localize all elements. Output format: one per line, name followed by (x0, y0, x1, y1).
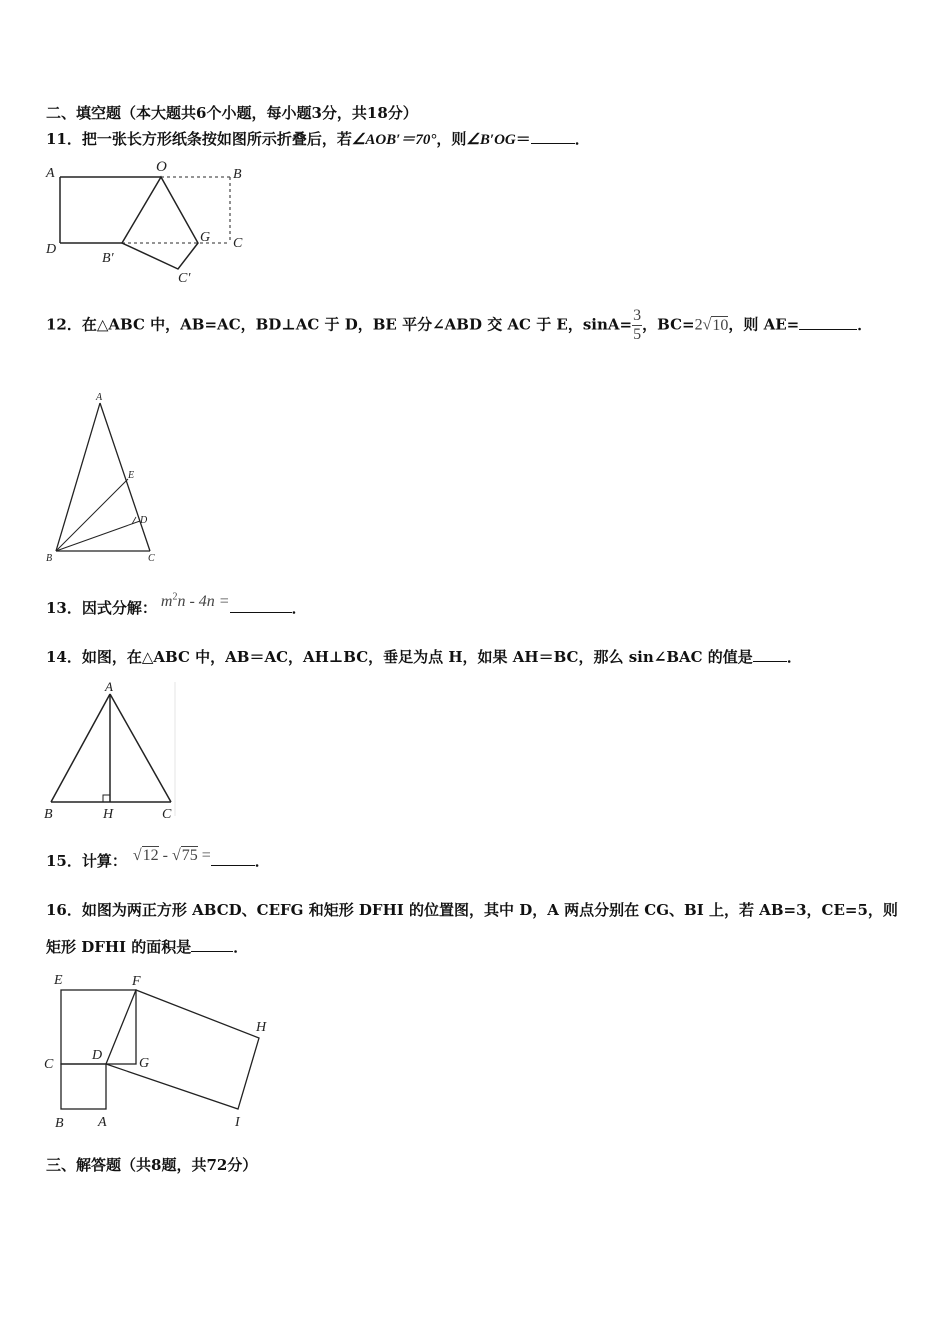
question-14 (46, 646, 802, 667)
label-B: B (44, 807, 53, 822)
question-16-line2 (46, 936, 248, 957)
answer-blank[interactable] (799, 315, 857, 330)
q11-ask: ∠B′OG (466, 132, 516, 148)
label-D: D (140, 515, 148, 526)
q16-end: ． (233, 938, 249, 956)
answer-blank[interactable] (191, 937, 233, 952)
label-B-prime: B′ (102, 251, 114, 266)
label-C-prime: C′ (178, 271, 191, 286)
answer-blank[interactable] (230, 598, 292, 613)
q11-suffix: ＝ (515, 130, 531, 148)
question-16-line1: 16．如图为两正方形 ABCD、CEFG 和矩形 DFHI 的位置图，其中 D，A 两点分别在 CG、BI 上，若 AB=3，CE=5，则 (46, 901, 898, 919)
q13-prefix: 13．因式分解： (46, 599, 157, 617)
q15-end: ． (254, 852, 270, 870)
q11-mid: ，则 (436, 130, 467, 148)
question-11 (46, 128, 590, 149)
q13-end: ． (291, 599, 307, 617)
q14-figure (40, 676, 185, 826)
q16-figure (40, 968, 280, 1133)
q11-end: ． (574, 130, 590, 148)
q12-suffix: ，则 AE= (728, 315, 800, 334)
bc-value: 2√10 (694, 316, 729, 334)
label-I: I (235, 1115, 240, 1130)
label-A: A (105, 679, 113, 694)
section-heading-answers: 三、解答题（共8题，共72分） (46, 1156, 258, 1174)
label-E: E (54, 973, 63, 988)
label-A: A (96, 392, 103, 403)
q11-figure (40, 155, 260, 290)
question-13 (46, 591, 307, 618)
q12-end: ． (857, 315, 873, 334)
label-B: B (233, 167, 242, 182)
label-B: B (55, 1116, 64, 1131)
label-D: D (92, 1048, 103, 1063)
q11-condition: ∠AOB′＝70° (351, 132, 437, 148)
label-H: H (256, 1020, 267, 1035)
answer-blank[interactable] (753, 647, 787, 662)
label-A: A (98, 1115, 107, 1130)
label-C: C (233, 236, 243, 251)
answer-blank[interactable] (531, 129, 575, 144)
label-B: B (46, 553, 53, 564)
label-C: C (162, 807, 172, 822)
label-A: A (46, 166, 55, 181)
q11-prefix: 11．把一张长方形纸条按如图所示折叠后，若 (46, 130, 352, 148)
label-G: G (139, 1056, 150, 1071)
q15-prefix: 15．计算： (46, 852, 127, 870)
label-C: C (44, 1057, 54, 1072)
q12-prefix: 12．在△ABC 中，AB=AC，BD⊥AC 于 D，BE 平分∠ABD 交 AC 于 E，sinA= (46, 315, 633, 334)
label-D: D (46, 242, 57, 257)
label-C: C (148, 553, 155, 564)
label-H: H (103, 807, 114, 822)
q12-figure (40, 385, 170, 565)
label-O: O (156, 159, 167, 175)
q14-end: ． (786, 648, 802, 666)
sin-a-fraction: $\frac{3}{5}$ (633, 307, 642, 343)
answer-blank[interactable] (211, 851, 255, 866)
label-G: G (200, 230, 211, 245)
question-12 (46, 307, 872, 344)
q12-mid: ，BC= (642, 315, 695, 334)
label-F: F (132, 974, 141, 989)
q14-text: 14．如图，在△ABC 中，AB＝AC，AH⊥BC，垂足为点 H，如果 AH＝BC，那么 sin∠BAC 的值是 (46, 648, 753, 666)
q16-line2: 矩形 DFHI 的面积是 (46, 938, 192, 956)
section-heading-fill-in: 二、填空题（本大题共6个小题，每小题3分，共18分） (46, 104, 418, 122)
q13-expression: $m^2n - 4n$ = (160, 591, 230, 610)
question-15 (46, 847, 270, 871)
label-E: E (128, 470, 135, 481)
q15-expression: √12 - √75 = (132, 847, 211, 864)
